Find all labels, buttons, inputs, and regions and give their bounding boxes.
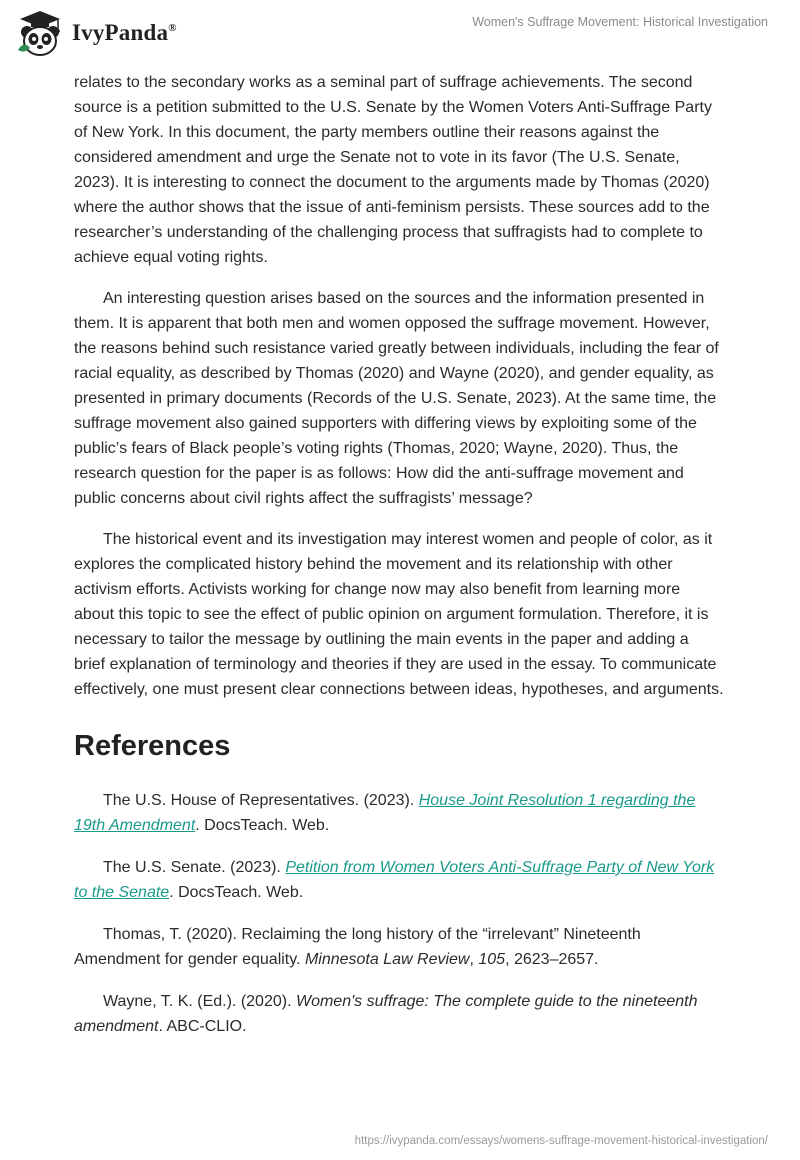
reference-item: Wayne, T. K. (Ed.). (2020). Women's suffrage: The complete guide to the nineteenth amendment. ABC-CLIO. [74,993,698,1035]
journal-title: Minnesota Law Review [304,951,470,968]
reference-item: The U.S. House of Representatives. (2023). House Joint Resolution 1 regarding the 19th Amendment. DocsTeach. Web. [74,792,696,834]
page-header [0,0,800,70]
book-title: Women's suffrage: The complete guide to the nineteenth amendment [74,993,698,1035]
document-title: Women's Suffrage Movement: Historical Investigation [472,15,768,29]
body-paragraph: The historical event and its investigation may interest women and people of color, as it explores the complicated history behind the movement and its relationship with other activism efforts. Activists working for change now may also benefit from learning more about this topic to see the effect of public opinion on argument formulation. Therefore, it is necessary to tailor the message by outlining the main events in the paper and adding a brief explanation of terminology and theories if they are used in the essay. To communicate effectively, one must present clear connections between ideas, hypotheses, and arguments. [74,531,724,698]
registered-mark: ® [168,22,177,34]
reference-link[interactable]: Petition from Women Voters Anti-Suffrage Party of New York to the Senate [74,859,715,901]
reference-item: Thomas, T. (2020). Reclaiming the long history of the “irrelevant” Nineteenth Amendment for gender equality. Minnesota Law Review, 105, 2623–2657. [74,926,641,968]
body-paragraph: An interesting question arises based on the sources and the information presented in them. It is apparent that both men and women opposed the suffrage movement. However, the reasons behind such resistance varied greatly between individuals, including the fear of racial equality, as described by Thomas (2020) and Wayne (2020), and gender equality, as presented in primary documents (Records of the U.S. Senate, 2023). At the same time, the suffrage movement also gained supporters with differing views by exploiting some of the public’s fears of Black people’s voting rights (Thomas, 2020; Wayne, 2020). Thus, the research question for the paper is as follows: How did the anti-suffrage movement and public concerns about civil rights affect the suffragists’ message? [74,290,719,507]
references-heading: References [74,730,231,762]
body-paragraph: relates to the secondary works as a seminal part of suffrage achievements. The second source is a petition submitted to the U.S. Senate by the Women Voters Anti-Suffrage Party of New York. In this document, the party members outline their reasons against the considered amendment and urge the Senate not to vote in its favor (The U.S. Senate, 2023). It is interesting to connect the document to the arguments made by Thomas (2020) where the author shows that the issue of anti-feminism persists. These sources add to the researcher’s understanding of the challenging process that suffragists had to complete to achieve equal voting rights. [74,74,712,266]
reference-link[interactable]: House Joint Resolution 1 regarding the 19th Amendment [74,792,696,834]
journal-volume: 105 [478,951,506,968]
brand-logo[interactable] [14,8,177,58]
reference-item: The U.S. Senate. (2023). Petition from Women Voters Anti-Suffrage Party of New York to the Senate. DocsTeach. Web. [74,859,715,901]
essay-content [74,70,724,1056]
brand-name: IvyPanda® [72,20,177,45]
panda-logo-icon [14,8,66,58]
page-url[interactable]: https://ivypanda.com/essays/womens-suffrage-movement-historical-investigation/ [354,1135,768,1147]
